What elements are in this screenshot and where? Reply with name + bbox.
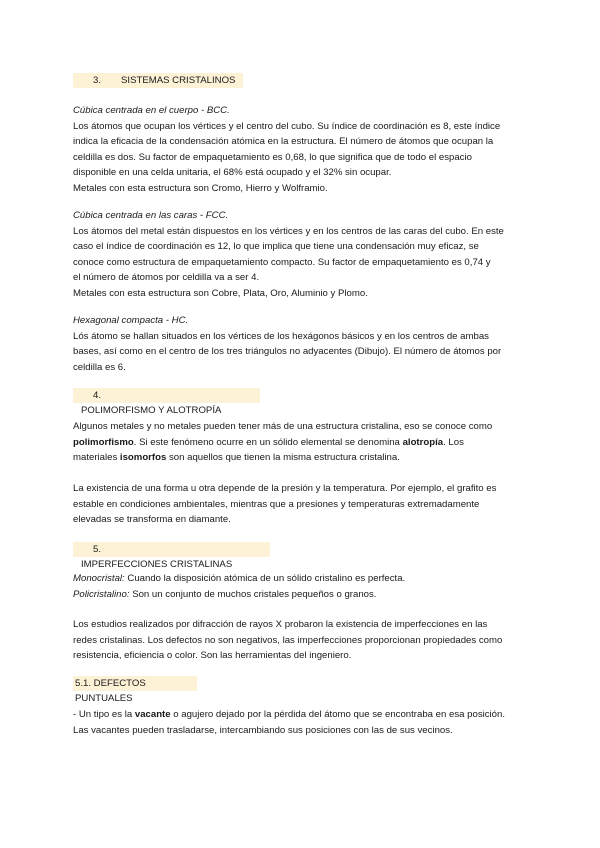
text-run: materiales xyxy=(73,452,120,464)
text-line: caso el índice de coordinación es 12, lo que implica que tiene una condensación muy eficaz, se xyxy=(73,241,479,253)
bcc-paragraph xyxy=(73,103,533,197)
text-line: celdilla es 6. xyxy=(73,361,126,373)
monocristal-paragraph xyxy=(73,571,533,602)
text-line: La existencia de una forma u otra depende de la presión y la temperatura. Por ejemplo, el grafito es xyxy=(73,483,497,494)
text-line: disponible en una celda unitaria, el 68% está ocupado y el 32% sin ocupar. xyxy=(73,167,392,179)
subsection-heading-5-1 xyxy=(73,676,197,704)
subsection-title: 5.1. DEFECTOS PUNTUALES xyxy=(75,678,146,704)
text-line xyxy=(73,571,533,587)
section-title: IMPERFECCIONES CRISTALINAS xyxy=(81,559,233,570)
text-run: - Un tipo es la xyxy=(73,709,135,720)
text-line: elevadas se transforma en diamante. xyxy=(73,514,231,526)
text-line xyxy=(73,435,533,451)
estudios-paragraph xyxy=(73,617,533,664)
term-policristalino: Policristalino: xyxy=(73,588,130,600)
section-number: 3. xyxy=(93,75,102,86)
text-line: estable en condiciones ambientales, mientras que a presiones y temperaturas extremadamente xyxy=(73,498,480,510)
text-line: conoce como estructura de empaquetamiento compacto. Su factor de empaquetamiento es 0,74 y xyxy=(73,256,491,268)
forma-paragraph xyxy=(73,481,533,528)
text-line: Metales con esta estructura son Cobre, Plata, Oro, Aluminio y Plomo. xyxy=(73,287,368,299)
term-polimorfismo: polimorfismo xyxy=(73,436,134,448)
text-line: Algunos metales y no metales pueden tener más de una estructura cristalina, eso se conoce como xyxy=(73,421,493,432)
fcc-title: Cúbica centrada en las caras - FCC. xyxy=(73,210,229,221)
polimorfismo-paragraph xyxy=(73,419,533,466)
text-line: Las vacantes pueden trasladarse, intercambiando sus posiciones con las de sus vecinos. xyxy=(73,724,453,736)
section-number: 4. xyxy=(93,390,102,401)
term-alotropia: alotropía xyxy=(402,436,444,448)
text-line: resistencia, eficiencia o color. Son las herramientas del ingeniero. xyxy=(73,650,352,662)
section-title: POLIMORFISMO Y ALOTROPÍA xyxy=(81,405,222,416)
text-run: son aquellos que tienen la misma estructura cristalina. xyxy=(166,452,400,464)
text-run: . Si este fenómeno ocurre en un sólido elemental se denomina xyxy=(133,436,403,448)
text-line: redes cristalinas. Los defectos no son negativos, las imperfecciones proporcionan propiedades como xyxy=(73,634,503,646)
vacante-paragraph xyxy=(73,707,533,738)
term-monocristal: Monocristal: xyxy=(73,573,125,584)
section-number: 5. xyxy=(93,544,102,555)
bcc-title: Cúbica centrada en el cuerpo - BCC. xyxy=(73,105,230,116)
text-run: Cuando la disposición atómica de un sólido cristalino es perfecta. xyxy=(124,573,406,584)
text-line: el número de átomos por celdilla va a ser 4. xyxy=(73,272,260,284)
text-line: Metales con esta estructura son Cromo, Hierro y Wolframio. xyxy=(73,182,328,194)
text-line: Lós átomo se hallan situados en los vértices de los hexágonos básicos y en los centros de ambas xyxy=(73,330,489,342)
section-heading-3 xyxy=(73,73,243,88)
fcc-paragraph xyxy=(73,208,533,302)
text-line: indica la eficacia de la condensación atómica en la estructura. El número de átomos que ocupan la xyxy=(73,136,494,148)
text-line: Los átomos del metal están dispuestos en los vértices y en los centros de las caras del cubo. En este xyxy=(73,225,504,237)
section-title: SISTEMAS CRISTALINOS xyxy=(121,75,236,86)
term-isomorfos: isomorfos xyxy=(119,452,167,464)
section-heading-5 xyxy=(73,542,270,570)
section-heading-4 xyxy=(73,388,260,416)
text-line xyxy=(73,587,533,603)
term-vacante: vacante xyxy=(134,709,171,720)
text-line: celdilla es dos. Su factor de empaquetamiento es 0,68, lo que significa que de todo el espacio xyxy=(73,151,472,163)
text-line: Los átomos que ocupan los vértices y el centro del cubo. Su índice de coordinación es 8, este índice xyxy=(73,120,501,132)
text-run: Son un conjunto de muchos cristales pequeños o granos. xyxy=(129,588,377,600)
text-run: o agujero dejado por la pérdida del átomo que se encontraba en esa posición. xyxy=(170,709,506,720)
text-line xyxy=(73,450,533,466)
text-line: Los estudios realizados por difracción de rayos X probaron la existencia de imperfecciones en las xyxy=(73,619,488,630)
hc-title: Hexagonal compacta - HC. xyxy=(73,315,189,326)
text-line xyxy=(73,707,533,723)
hc-paragraph xyxy=(73,313,533,375)
text-run: . Los xyxy=(443,436,464,448)
text-line: bases, así como en el centro de los tres triángulos no adyacentes (Dibujo). El número de átomos por xyxy=(73,346,502,358)
